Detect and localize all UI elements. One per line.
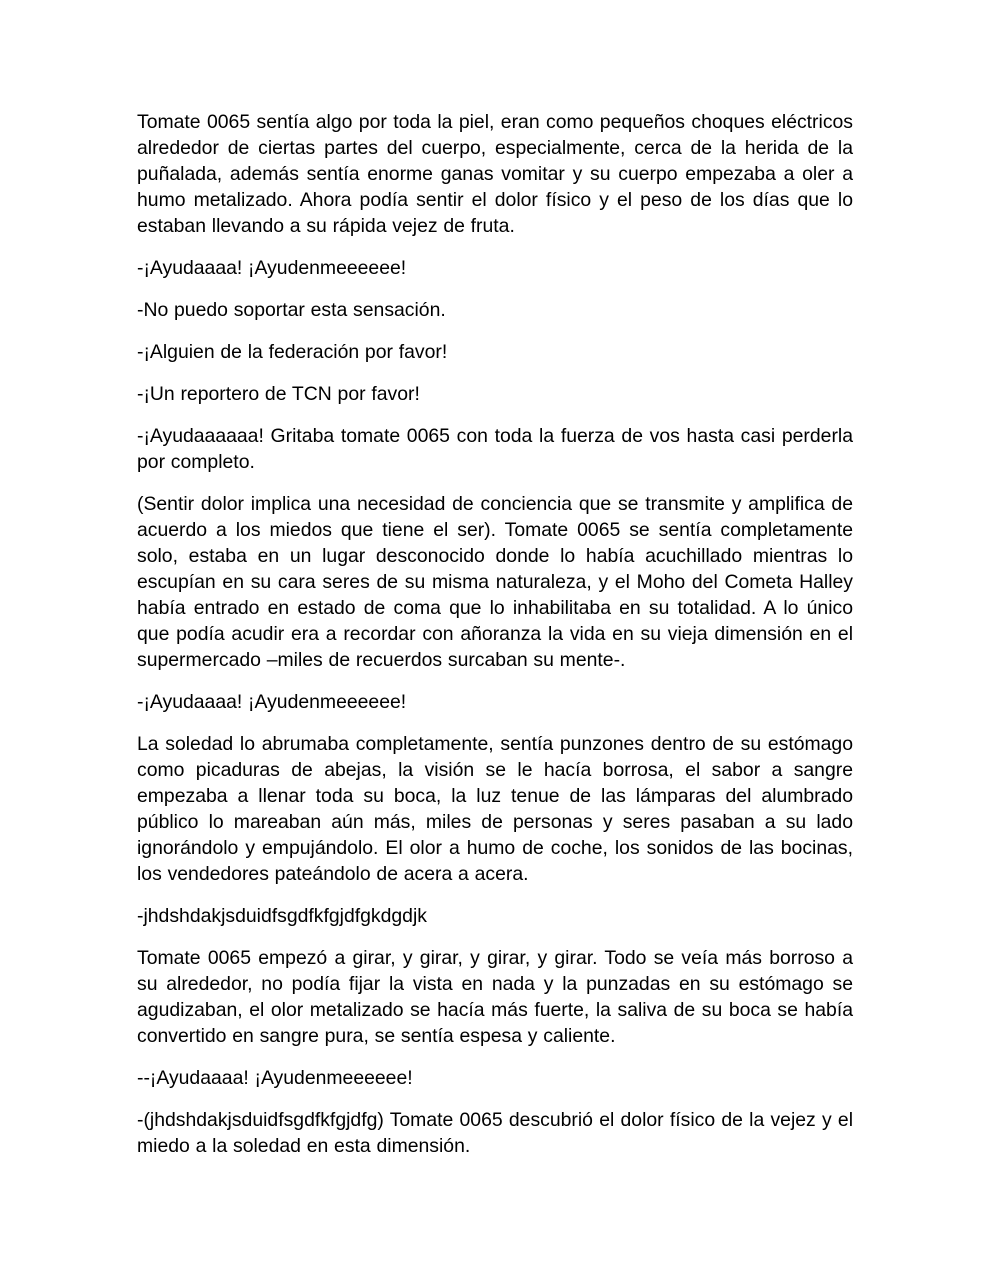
page-content xyxy=(137,109,853,1175)
paragraph-dialogue-1: -¡Ayudaaaa! ¡Ayudenmeeeeee! xyxy=(137,257,407,279)
paragraph-narrative-3: La soledad lo abrumaba completamente, sentía punzones dentro de su estómago como picaduras de abejas, la visión se le hacía borrosa, el sabor a sangre empezaba a llenar toda su boca, la luz tenue de las lámparas del alumbrado público lo mareaban aún más, miles de personas y seres pasaban a su lado ignorándolo y empujándolo. El olor a humo de coche, los sonidos de las bocinas, los vendedores pateándolo de acera a acera. xyxy=(137,733,853,885)
paragraph-dialogue-3: -¡Alguien de la federación por favor! xyxy=(137,341,448,363)
paragraph-dialogue-6: -¡Ayudaaaa! ¡Ayudenmeeeeee! xyxy=(137,691,407,713)
paragraph-narrative-5: -(jhdshdakjsduidfsgdfkfgjdfg) Tomate 0065 descubrió el dolor físico de la vejez y el miedo a la soledad en esta dimensión. xyxy=(137,1109,853,1157)
paragraph-narrative-4: Tomate 0065 empezó a girar, y girar, y girar, y girar. Todo se veía más borroso a su alrededor, no podía fijar la vista en nada y la punzadas en su estómago se agudizaban, el olor metalizado se hacía más fuerte, la saliva de su boca se había convertido en sangre pura, se sentía espesa y caliente. xyxy=(137,947,853,1047)
paragraph-dialogue-2: -No puedo soportar esta sensación. xyxy=(137,299,446,321)
paragraph-narrative-1: Tomate 0065 sentía algo por toda la piel, eran como pequeños choques eléctricos alrededor de ciertas partes del cuerpo, especialmente, cerca de la herida de la puñalada, además sentía enorme ganas vomitar y su cuerpo empezaba a oler a humo metalizado. Ahora podía sentir el dolor físico y el peso de los días que lo estaban llevando a su rápida vejez de fruta. xyxy=(137,111,853,237)
paragraph-dialogue-4: -¡Un reportero de TCN por favor! xyxy=(137,383,420,405)
paragraph-narrative-2: (Sentir dolor implica una necesidad de conciencia que se transmite y amplifica de acuerdo a los miedos que tiene el ser). Tomate 0065 se sentía completamente solo, estaba en un lugar desconocido donde lo había acuchillado mientras lo escupían en su cara seres de su misma naturaleza, y el Moho del Cometa Halley había entrado en estado de coma que lo inhabilitaba en su totalidad. A lo único que podía acudir era a recordar con añoranza la vida en su vieja dimensión en el supermercado –miles de recuerdos surcaban su mente-. xyxy=(137,493,853,671)
paragraph-dialogue-5: -¡Ayudaaaaaa! Gritaba tomate 0065 con toda la fuerza de vos hasta casi perderla por completo. xyxy=(137,425,853,473)
paragraph-gibberish-1: -jhdshdakjsduidfsgdfkfgjdfgkdgdjk xyxy=(137,905,427,927)
paragraph-dialogue-7: --¡Ayudaaaa! ¡Ayudenmeeeeee! xyxy=(137,1067,413,1089)
